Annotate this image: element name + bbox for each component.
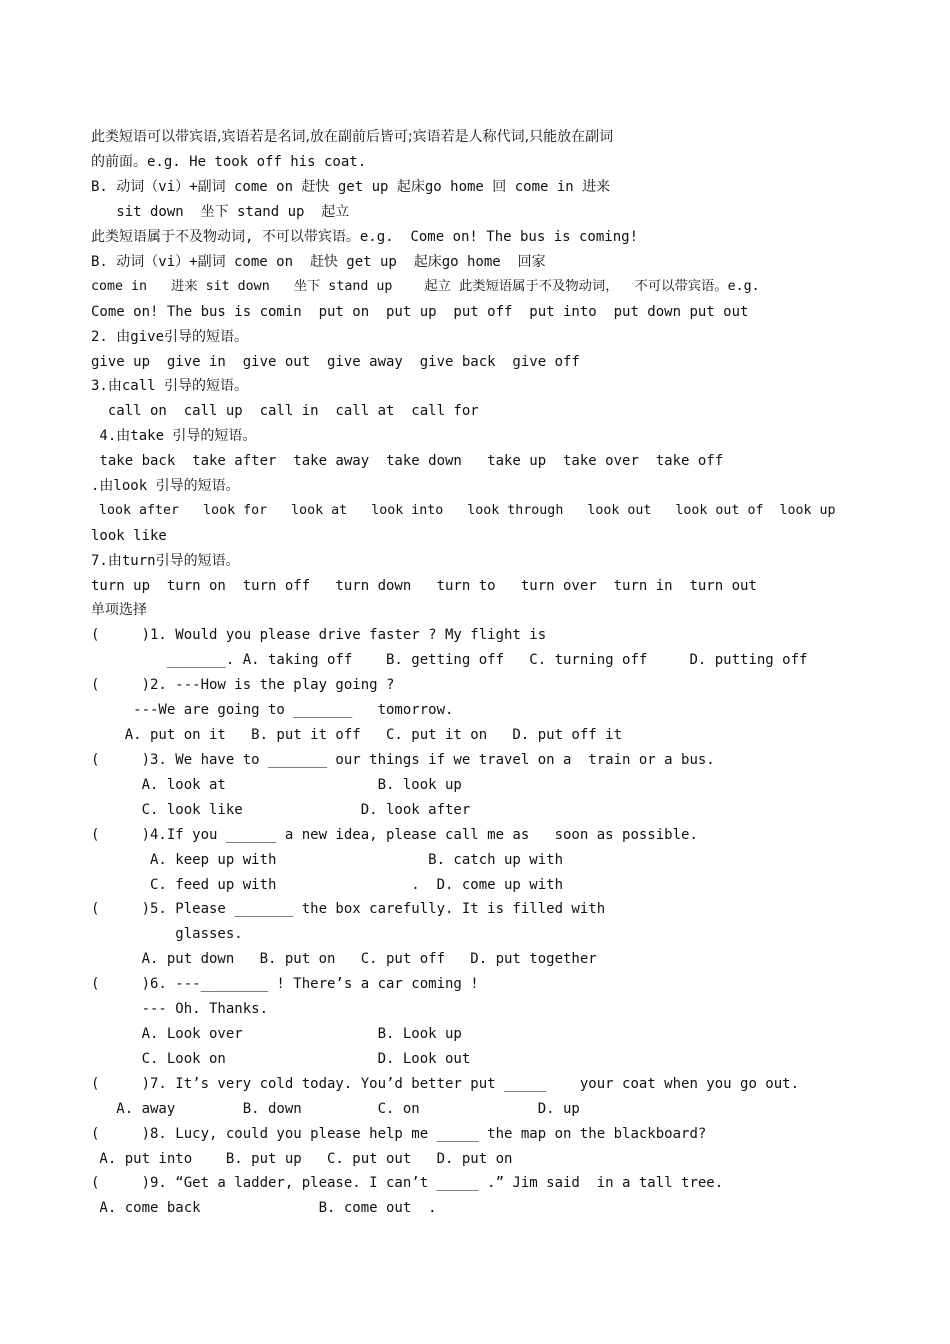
question-5-options: A. put down B. put on C. put off D. put together xyxy=(91,951,597,967)
question-9: ( )9. “Get a ladder, please. I can’t _____ .” Jim said in a tall tree. xyxy=(91,1175,724,1191)
question-1: ( )1. Would you please drive faster ? My flight is xyxy=(91,627,547,643)
question-2: ( )2. ---How is the play going ? xyxy=(91,677,395,693)
question-8-options: A. put into B. put up C. put out D. put on xyxy=(91,1151,513,1167)
question-6-line: --- Oh. Thanks. xyxy=(91,1001,269,1017)
text-line: .由look 引导的短语。 xyxy=(91,478,240,494)
text-line: 3.由call 引导的短语。 xyxy=(91,378,249,394)
question-4-options: C. feed up with . D. come up with xyxy=(91,877,564,893)
question-9-options: A. come back B. come out . xyxy=(91,1200,437,1216)
question-6-options: A. Look over B. Look up xyxy=(91,1026,462,1042)
question-7-options: A. away B. down C. on D. up xyxy=(91,1101,580,1117)
question-6-options: C. Look on D. Look out xyxy=(91,1051,471,1067)
text-line: Come on! The bus is comin put on put up put off put into put down put out xyxy=(91,304,749,320)
text-line: 此类短语属于不及物动词, 不可以带宾语。e.g. Come on! The bus is coming! xyxy=(91,229,639,245)
text-line: take back take after take away take down take up take over take off xyxy=(91,453,724,469)
question-5-line: glasses. xyxy=(91,926,243,942)
question-3: ( )3. We have to _______ our things if we travel on a train or a bus. xyxy=(91,752,715,768)
question-1-options: _______. A. taking off B. getting off C. turning off D. putting off xyxy=(91,652,808,668)
text-line: give up give in give out give away give back give off xyxy=(91,354,580,370)
question-2-options: A. put on it B. put it off C. put it on D. put off it xyxy=(91,727,623,743)
text-line: B. 动词（vi）+副词 come on 赶快 get up 起床go home 回 come in 进来 xyxy=(91,179,611,195)
text-line: 2. 由give引导的短语。 xyxy=(91,329,249,345)
question-6: ( )6. ---________ ! There’s a car coming ! xyxy=(91,976,479,992)
question-3-options: A. look at B. look up xyxy=(91,777,462,793)
text-line: call on call up call in call at call for xyxy=(91,403,479,419)
text-line: 4.由take 引导的短语。 xyxy=(91,428,257,444)
text-line: come in 进来 sit down 坐下 stand up 起立 此类短语属于不及物动词， 不可以带宾语。e.g. xyxy=(91,279,760,294)
question-5: ( )5. Please _______ the box carefully. It is filled with xyxy=(91,901,606,917)
text-line: sit down 坐下 stand up 起立 xyxy=(91,204,350,220)
section-heading: 单项选择 xyxy=(91,602,147,618)
question-3-options: C. look like D. look after xyxy=(91,802,471,818)
question-4-options: A. keep up with B. catch up with xyxy=(91,852,564,868)
question-8: ( )8. Lucy, could you please help me _____ the map on the blackboard? xyxy=(91,1126,707,1142)
text-line: 的前面。e.g. He took off his coat. xyxy=(91,154,367,170)
text-line: look after look for look at look into look through look out look out of look up xyxy=(91,503,836,518)
text-line: 7.由turn引导的短语。 xyxy=(91,553,240,569)
text-line: B. 动词（vi）+副词 come on 赶快 get up 起床go home 回家 xyxy=(91,254,546,270)
question-4: ( )4.If you ______ a new idea, please call me as soon as possible. xyxy=(91,827,698,843)
text-line: turn up turn on turn off turn down turn to turn over turn in turn out xyxy=(91,578,757,594)
question-2-line: ---We are going to _______ tomorrow. xyxy=(91,702,454,718)
question-7: ( )7. It’s very cold today. You’d better put _____ your coat when you go out. xyxy=(91,1076,800,1092)
text-line: 此类短语可以带宾语,宾语若是名词,放在副前后皆可;宾语若是人称代词,只能放在副词 xyxy=(91,129,614,145)
text-line: look like xyxy=(91,528,167,544)
